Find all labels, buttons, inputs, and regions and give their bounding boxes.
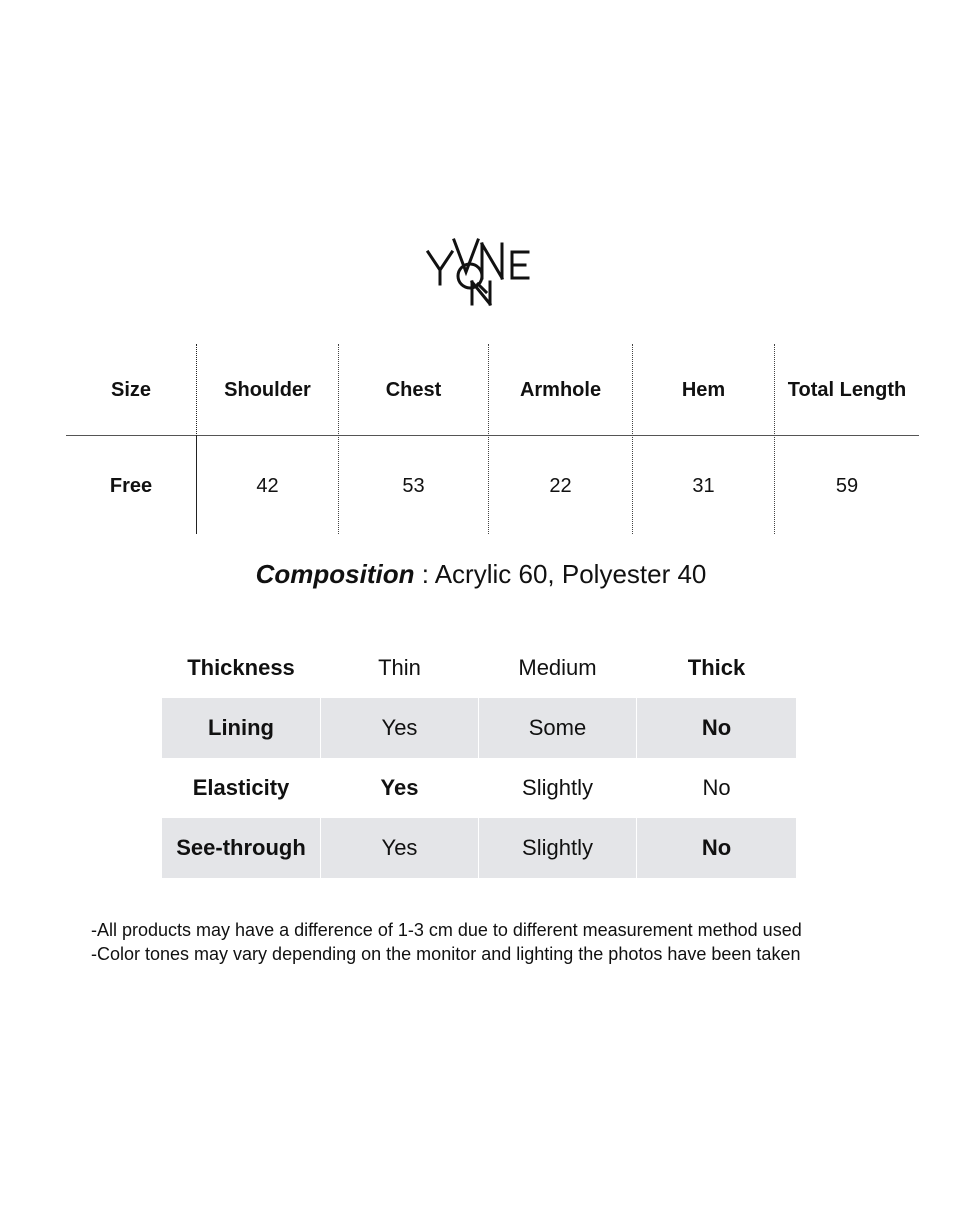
yvonne-monogram-logo xyxy=(420,232,540,312)
value-armhole: 22 xyxy=(549,475,572,497)
header-shoulder: Shoulder xyxy=(224,379,311,401)
value-total-length: 59 xyxy=(835,475,859,497)
size-column xyxy=(66,344,196,534)
fabric-option: Yes xyxy=(321,698,478,758)
fabric-label: Lining xyxy=(162,698,320,758)
fabric-properties-table xyxy=(162,638,796,878)
disclaimer-notes xyxy=(91,918,802,966)
fabric-label: Elasticity xyxy=(192,775,290,800)
fabric-option: Yes xyxy=(321,818,478,878)
composition-separator: : xyxy=(414,559,435,589)
fabric-option: No xyxy=(637,698,796,758)
value-shoulder: 42 xyxy=(256,475,279,497)
value-chest: 53 xyxy=(402,475,425,497)
header-size: Size xyxy=(110,379,152,401)
shoulder-column xyxy=(197,344,338,534)
chest-column xyxy=(339,344,488,534)
header-total-length: Total Length xyxy=(787,379,907,401)
fabric-option: No xyxy=(702,775,731,800)
fabric-option: Some xyxy=(479,698,636,758)
armhole-column xyxy=(489,344,632,534)
value-size: Free xyxy=(109,475,153,497)
fabric-option: Thick xyxy=(687,655,746,680)
fabric-option: Slightly xyxy=(522,775,593,800)
note-color: -Color tones may vary depending on the monitor and lighting the photos have been taken xyxy=(91,944,801,964)
header-armhole: Armhole xyxy=(519,379,602,401)
size-chart-table xyxy=(66,344,919,534)
fabric-label: See-through xyxy=(162,818,320,878)
composition-line xyxy=(0,559,962,590)
header-chest: Chest xyxy=(385,379,442,401)
fabric-row-see-through xyxy=(162,818,796,878)
fabric-row-thickness xyxy=(162,638,796,698)
fabric-row-elasticity xyxy=(162,758,796,818)
fabric-row-lining xyxy=(162,698,796,758)
value-hem: 31 xyxy=(692,475,715,497)
total-length-column xyxy=(775,344,919,534)
fabric-label: Thickness xyxy=(187,655,295,680)
composition-label: Composition xyxy=(255,559,415,589)
fabric-option: Thin xyxy=(378,655,421,680)
header-hem: Hem xyxy=(681,379,726,401)
hem-column xyxy=(633,344,774,534)
fabric-option: Slightly xyxy=(479,818,636,878)
note-measurement: -All products may have a difference of 1-3 cm due to different measurement method used xyxy=(91,920,802,940)
composition-value: Acrylic 60, Polyester 40 xyxy=(434,559,707,589)
fabric-option: No xyxy=(637,818,796,878)
fabric-option: Yes xyxy=(380,775,419,800)
fabric-option: Medium xyxy=(518,655,597,680)
